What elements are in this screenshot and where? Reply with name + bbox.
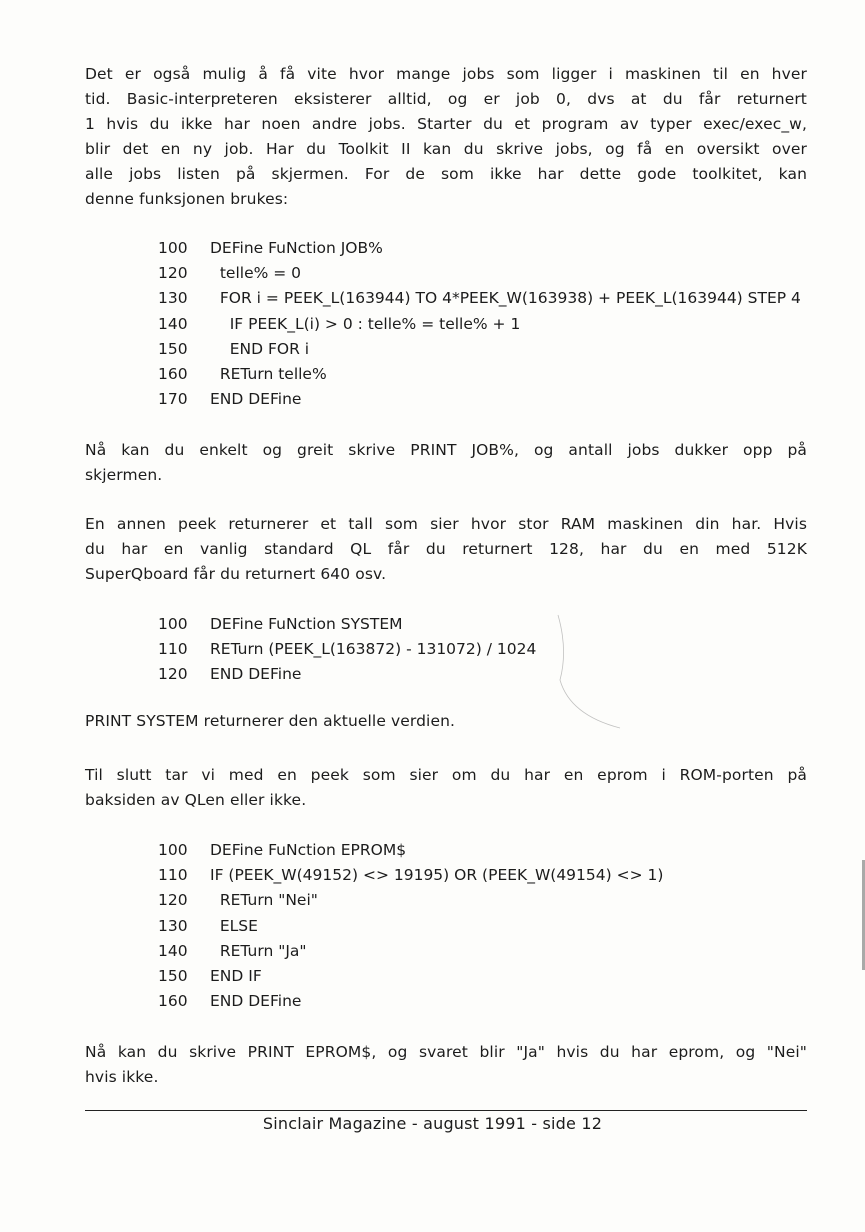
code-text: RETurn "Nei" [210, 891, 318, 910]
text-line: Til slutt tar vi med en peek som sier om du har en eprom i ROM-porten på [85, 766, 807, 784]
code-line [158, 236, 818, 261]
text-line: blir det en ny job. Har du Toolkit II kan du skrive jobs, og få en oversikt over [85, 140, 807, 158]
paragraph-ram [85, 512, 807, 587]
code-line [158, 662, 818, 687]
line-number: 160 [158, 992, 188, 1011]
text-line: Nå kan du enkelt og greit skrive PRINT JOB%, og antall jobs dukker opp på [85, 441, 807, 459]
code-line [158, 387, 818, 412]
paragraph-print-system [85, 709, 807, 734]
text-line: denne funksjonen brukes: [85, 190, 289, 208]
code-text: RETurn "Ja" [210, 941, 307, 960]
code-line [158, 914, 818, 939]
code-text: END DEFine [210, 992, 302, 1011]
line-number: 120 [158, 891, 188, 910]
line-number: 140 [158, 314, 188, 333]
line-number: 170 [158, 390, 188, 409]
text-line: alle jobs listen på skjermen. For de som ikke har dette gode toolkitet, kan [85, 165, 807, 183]
code-line [158, 312, 818, 337]
code-text: RETurn (PEEK_L(163872) - 131072) / 1024 [210, 640, 537, 659]
text-line: SuperQboard får du returnert 640 osv. [85, 565, 387, 583]
code-line [158, 612, 818, 637]
text-line: baksiden av QLen eller ikke. [85, 791, 307, 809]
code-text: telle% = 0 [210, 264, 302, 283]
line-number: 150 [158, 339, 188, 358]
line-number: 160 [158, 364, 188, 383]
text-line: du har en vanlig standard QL får du returnert 128, har du en med 512K [85, 540, 807, 558]
line-number: 150 [158, 966, 188, 985]
code-line [158, 964, 818, 989]
text-line: PRINT SYSTEM returnerer den aktuelle verdien. [85, 712, 456, 730]
code-text: DEFine FuNction EPROM$ [210, 841, 407, 859]
line-number: 110 [158, 640, 188, 659]
line-number: 120 [158, 264, 188, 283]
code-listing-eprom [158, 838, 818, 1014]
footer-rule [85, 1110, 807, 1111]
line-number: 100 [158, 841, 188, 859]
code-line [158, 286, 818, 311]
line-number: 130 [158, 289, 188, 308]
code-text: DEFine FuNction SYSTEM [210, 615, 403, 633]
code-text: END IF [210, 966, 262, 985]
code-text: END DEFine [210, 390, 302, 409]
code-listing-system [158, 612, 818, 688]
line-number: 140 [158, 941, 188, 960]
line-number: 130 [158, 916, 188, 935]
code-line [158, 337, 818, 362]
code-line [158, 888, 818, 913]
line-number: 100 [158, 239, 188, 257]
text-line: 1 hvis du ikke har noen andre jobs. Starter du et program av typer exec/exec_w, [85, 115, 807, 133]
code-text: IF (PEEK_W(49152) <> 19195) OR (PEEK_W(49154) <> 1) [210, 866, 664, 885]
line-number: 110 [158, 866, 188, 885]
paragraph-jobs-intro [85, 62, 807, 212]
code-text: FOR i = PEEK_L(163944) TO 4*PEEK_W(163938) + PEEK_L(163944) STEP 4 [210, 289, 801, 308]
code-line [158, 939, 818, 964]
line-number: 120 [158, 665, 188, 684]
code-listing-job [158, 236, 818, 412]
code-line [158, 362, 818, 387]
paragraph-eprom-intro [85, 763, 807, 813]
code-text: IF PEEK_L(i) > 0 : telle% = telle% + 1 [210, 314, 521, 333]
text-line: Det er også mulig å få vite hvor mange jobs som ligger i maskinen til en hver [85, 65, 807, 83]
code-text: END FOR i [210, 339, 310, 358]
paragraph-print-job [85, 438, 807, 488]
code-text: ELSE [210, 916, 258, 935]
code-text: END DEFine [210, 665, 302, 684]
code-line [158, 637, 818, 662]
page-footer: Sinclair Magazine - august 1991 - side 12 [262, 1114, 603, 1133]
code-line [158, 863, 818, 888]
code-line [158, 261, 818, 286]
paragraph-print-eprom [85, 1040, 807, 1090]
line-number: 100 [158, 615, 188, 633]
text-line: Nå kan du skrive PRINT EPROM$, og svaret blir "Ja" hvis du har eprom, og "Nei" [85, 1043, 807, 1061]
text-line: tid. Basic-interpreteren eksisterer alltid, og er job 0, dvs at du får returnert [85, 90, 807, 108]
text-line: hvis ikke. [85, 1068, 159, 1086]
text-line: skjermen. [85, 466, 163, 484]
text-line: En annen peek returnerer et tall som sier hvor stor RAM maskinen din har. Hvis [85, 515, 807, 533]
code-text: DEFine FuNction JOB% [210, 239, 383, 257]
code-line [158, 838, 818, 863]
code-line [158, 989, 818, 1014]
code-text: RETurn telle% [210, 364, 327, 383]
